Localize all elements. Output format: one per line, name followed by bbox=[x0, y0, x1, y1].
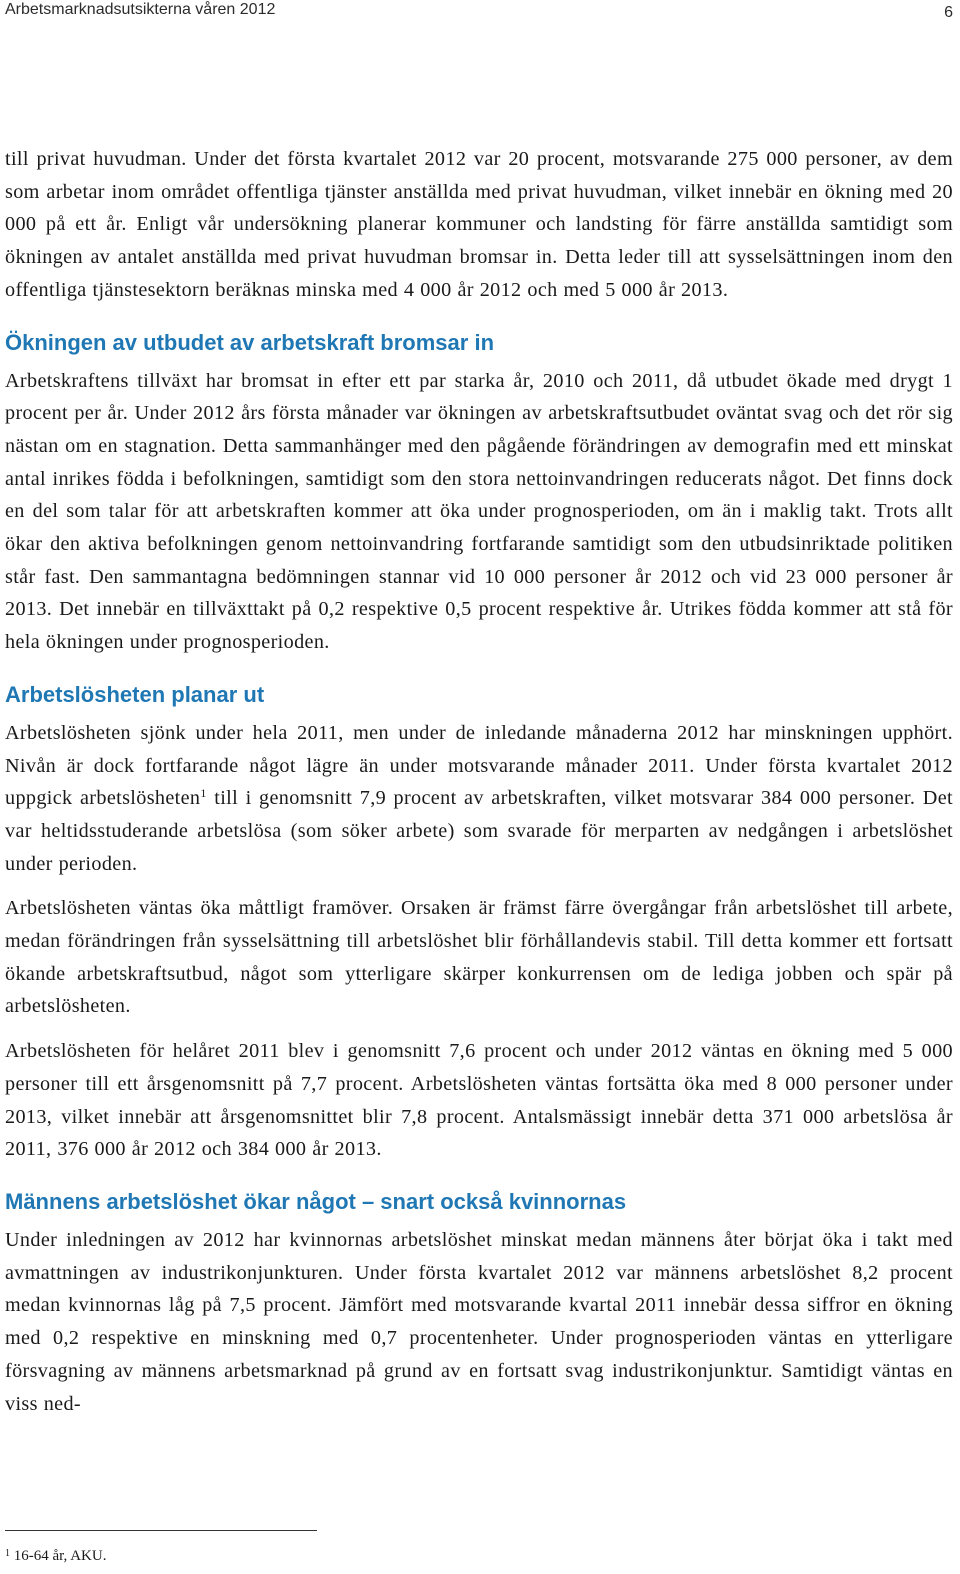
section-heading-unemployment: Arbetslösheten planar ut bbox=[5, 681, 265, 707]
section-heading-gender: Männens arbetslöshet ökar något – snart också kvinnornas bbox=[5, 1188, 627, 1214]
paragraph-continuation: till privat huvudman. Under det första kvartalet 2012 var 20 procent, motsvarande 275 000 personer, av dem som arbetar inom området offentliga tjänster anställda med privat huvudman, vilket innebär en ökning med 20 000 på ett år. Enligt vår undersökning planerar kommuner och landsting för färre anställda samtidigt som ökningen av antalet anställda med privat huvudman bromsar in. Detta leder till att sysselsättningen inom den offentliga tjänstesektorn beräknas minska med 4 000 år 2012 och med 5 000 år 2013. bbox=[5, 148, 953, 301]
footnote-reference[interactable]: 1 bbox=[200, 786, 207, 801]
paragraph-unemployment-1 bbox=[5, 717, 953, 881]
footnote bbox=[5, 1547, 106, 1565]
footnote-divider bbox=[5, 1530, 317, 1531]
paragraph-text: till i genomsnitt 7,9 procent av arbetskraften, vilket motsvarar 384 000 personer. Det var heltidsstuderande arbetslösa (som söker arbete) som svarade för merparten av nedgången i arbetslöshet under perioden. bbox=[5, 787, 953, 875]
paragraph-text: Arbetslösheten sjönk under hela 2011, men under de inledande månaderna 2012 har minskningen upphört. Nivån är dock fortfarande något lägre än under motsvarande månader 2011. Under första kvartalet 2012 uppgick arbetslösheten bbox=[5, 721, 953, 810]
paragraph-labor-supply: Arbetskraftens tillväxt har bromsat in efter ett par starka år, 2010 och 2011, då utbudet ökade med drygt 1 procent per år. Under 2012 års första månader var ökningen av arbetskraftsutbudet oväntat svag och det rör sig nästan om en stagnation. Detta sammanhänger med den pågående förändringen av demografin med ett minskat antal inrikes födda i befolkningen, samtidigt som den stora nettoinvandringen reducerats något. Det finns dock en del som talar för att arbetskraften kommer att öka under prognosperioden, om än i maklig takt. Trots allt ökar den aktiva befolkningen genom nettoinvandring fortfarande samtidigt som den utbudsinriktade politiken står fast. Den sammantagna bedömningen stannar vid 10 000 personer år 2012 och vid 23 000 personer år 2013. Det innebär en tillväxttakt på 0,2 respektive 0,5 procent respektive år. Utrikes födda kommer att stå för hela ökningen under prognosperioden. bbox=[5, 369, 953, 654]
page-header bbox=[5, 0, 955, 22]
footnote-marker: 1 bbox=[5, 1548, 10, 1559]
page-body bbox=[5, 143, 953, 1432]
section-heading-labor-supply: Ökningen av utbudet av arbetskraft bromsar in bbox=[5, 329, 495, 355]
paragraph-unemployment-2: Arbetslösheten väntas öka måttligt framöver. Orsaken är främst färre övergångar från arbetslöshet till arbete, medan förändringen från sysselsättning till arbetslöshet blir förhållandevis stabil. Till detta kommer ett fortsatt ökande arbetskraftsutbud, något som ytterligare skärper konkurrensen om de lediga jobben och spär på arbetslösheten. bbox=[5, 897, 953, 1018]
footnote-text: 16-64 år, AKU. bbox=[10, 1548, 107, 1564]
document-title: Arbetsmarknadsutsikterna våren 2012 bbox=[5, 1, 276, 18]
paragraph-unemployment-3: Arbetslösheten för helåret 2011 blev i genomsnitt 7,6 procent och under 2012 väntas en ökning med 5 000 personer till ett årsgenomsnitt på 7,7 procent. Arbetslösheten väntas fortsätta öka med 8 000 personer under 2013, vilket innebär att årsgenomsnittet blir 7,8 procent. Antalsmässigt innebär detta 371 000 arbetslösa år 2011, 376 000 år 2012 och 384 000 år 2013. bbox=[5, 1040, 953, 1161]
paragraph-gender: Under inledningen av 2012 har kvinnornas arbetslöshet minskat medan männens åter börjat öka i takt med avmattningen av industrikonjunkturen. Under första kvartalet 2012 var männens arbetslöshet 8,2 procent medan kvinnornas låg på 7,5 procent. Jämfört med motsvarande kvartal 2011 innebär dessa siffror en ökning med 0,2 respektive en minskning med 0,7 procentenheter. Under prognosperioden väntas en ytterligare försvagning av männens arbetsmarknad på grund av en fortsatt svag industrikonjunktur. Samtidigt väntas en viss ned- bbox=[5, 1228, 953, 1415]
page-number: 6 bbox=[944, 4, 953, 21]
